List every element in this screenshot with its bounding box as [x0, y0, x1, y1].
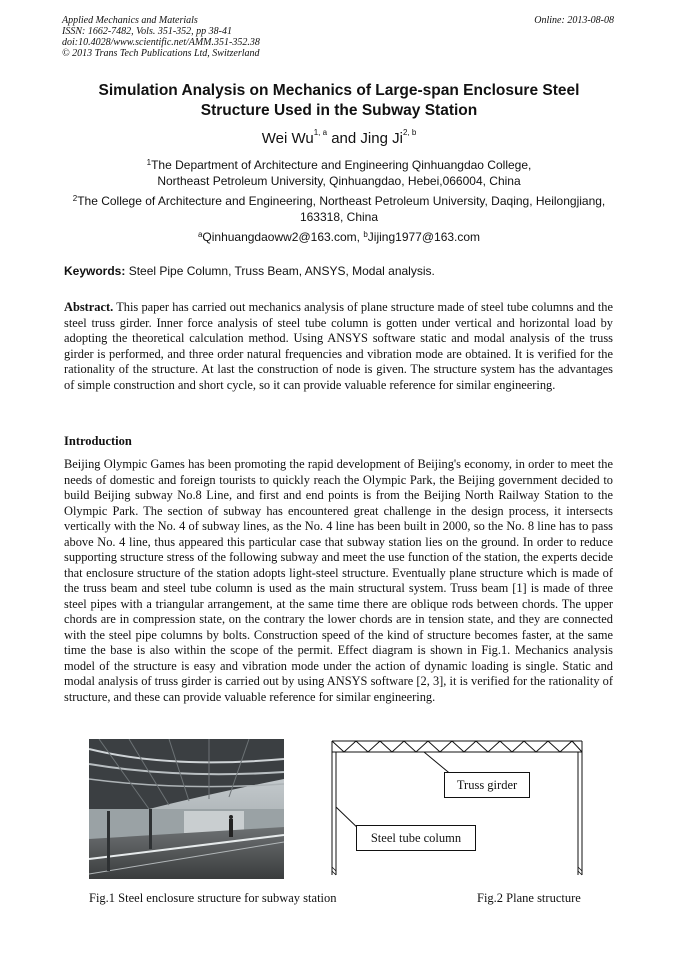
intro-heading: Introduction: [64, 434, 132, 448]
email-b-sup: b: [363, 230, 368, 239]
aff2-sup: 2: [72, 194, 78, 203]
plane-structure-graphic: [326, 739, 588, 879]
issn: ISSN: 1662-7482, Vols. 351-352, pp 38-41: [62, 26, 232, 37]
title-line-2: Structure Used in the Subway Station: [200, 102, 478, 119]
keywords-text: Steel Pipe Column, Truss Beam, ANSYS, Modal analysis.: [125, 264, 435, 278]
aff1-line1: The Department of Architecture and Engineering Qinhuangdao College,: [151, 158, 532, 172]
aff1-sup: 1: [146, 158, 152, 167]
intro-text: Beijing Olympic Games has been promoting the rapid development of Beijing's economy, in order to meet the needs of domestic and foreign tourists to quickly reach the Olympic Park, the Beijing government decided to build Beijing subway No.8 Line, and first and end points is from the Beijing North Railway Station to the Olympic Park. The section of subway has encountered great challenge in the design process, it intersects vertically with the No. 4 of subway lines, as the No. 4 line has been built in 2000, so the No. 8 line has to pass above No. 4 line, thus appeared this particular case that subway station lies on the ground. In order to reduce supporting structure stress of the following subway and meet the use function of the station, the experts decide that enclosure structure of the station adopts light-steel structure. Eventually plane structure which is made of the truss beam and steel tube column is used as the main structural system. Truss beam [1] is made of three steel pipes with a triangular arrangement, at the same time there are oblique rods between chords. The upper chords are in compression state, on the contrary the lower chords are in tension state, and they are connected with the steel pipe columns by bolts. Construction speed of the kind of structure becomes faster, at the same time the base is also within the scope of the permit. Effect diagram is shown in Fig.1. Mechanics analysis model of the structure is easy and vibration mode under the action of dynamic loading is single. Static and modal analysis of truss girder is carried out by using ANSYS software [2, 3], it is verified for the rationality of structure, and these can provide valuable reference for similar engineering.: [64, 457, 613, 704]
online-date: Online: 2013-08-08: [534, 15, 614, 26]
author-1-sup: 1, a: [313, 128, 328, 137]
abstract: [64, 300, 613, 393]
paper-title: [62, 81, 616, 121]
emails: [62, 229, 616, 245]
keywords: [64, 264, 435, 278]
author-and: and: [327, 130, 361, 147]
aff1-line2: Northeast Petroleum University, Qinhuangdao, Hebei,066004, China: [157, 174, 521, 188]
email-a: Qinhuangdaoww2@163.com,: [202, 230, 364, 244]
abstract-text: This paper has carried out mechanics analysis of plane structure made of steel tube columns and the steel truss girder. Inner force analysis of steel tube column is gotten under vertical and horizontal load by adopting the theoretical calculation method. Using ANSYS software static and modal analysis of the truss girder is performed, and three order natural frequencies and vibration mode are obtained. It is verified for the rationality of the structure. At last the construction of node is given. The structure system has the advantages of simple construction and short cycle, so it can provide valuable reference for similar engineering.: [64, 300, 613, 392]
affiliation-1: [62, 157, 616, 189]
affiliation-2: [58, 193, 620, 225]
fig2-diagram: [326, 739, 588, 879]
author-2-sup: 2, b: [402, 128, 417, 137]
authors: [62, 130, 616, 147]
fig1-photo: [89, 739, 284, 879]
doi: doi:10.4028/www.scientific.net/AMM.351-352.38: [62, 37, 260, 48]
author-2: Jing Ji: [360, 130, 403, 147]
abstract-label: Abstract.: [64, 300, 114, 314]
truss-girder-label: Truss girder: [444, 772, 530, 798]
aff2-line1: The College of Architecture and Engineering, Northeast Petroleum University, Daqing, Heilongjiang,: [77, 194, 606, 208]
station-photo-graphic: [89, 739, 284, 879]
author-1: Wei Wu: [261, 130, 314, 147]
title-line-1: Simulation Analysis on Mechanics of Large-span Enclosure Steel: [98, 82, 580, 99]
steel-tube-column-label: Steel tube column: [356, 825, 476, 851]
email-b: Jijing1977@163.com: [367, 230, 481, 244]
fig1-caption: Fig.1 Steel enclosure structure for subway station: [89, 891, 337, 905]
fig2-caption: Fig.2 Plane structure: [477, 891, 581, 905]
aff2-line2: 163318, China: [299, 210, 379, 224]
keywords-label: Keywords:: [64, 264, 126, 278]
truss-web: [332, 741, 582, 752]
email-a-sup: a: [197, 230, 203, 239]
journal-name: Applied Mechanics and Materials: [62, 15, 198, 26]
journal-header: [62, 15, 260, 59]
copyright: © 2013 Trans Tech Publications Ltd, Switzerland: [62, 48, 260, 59]
